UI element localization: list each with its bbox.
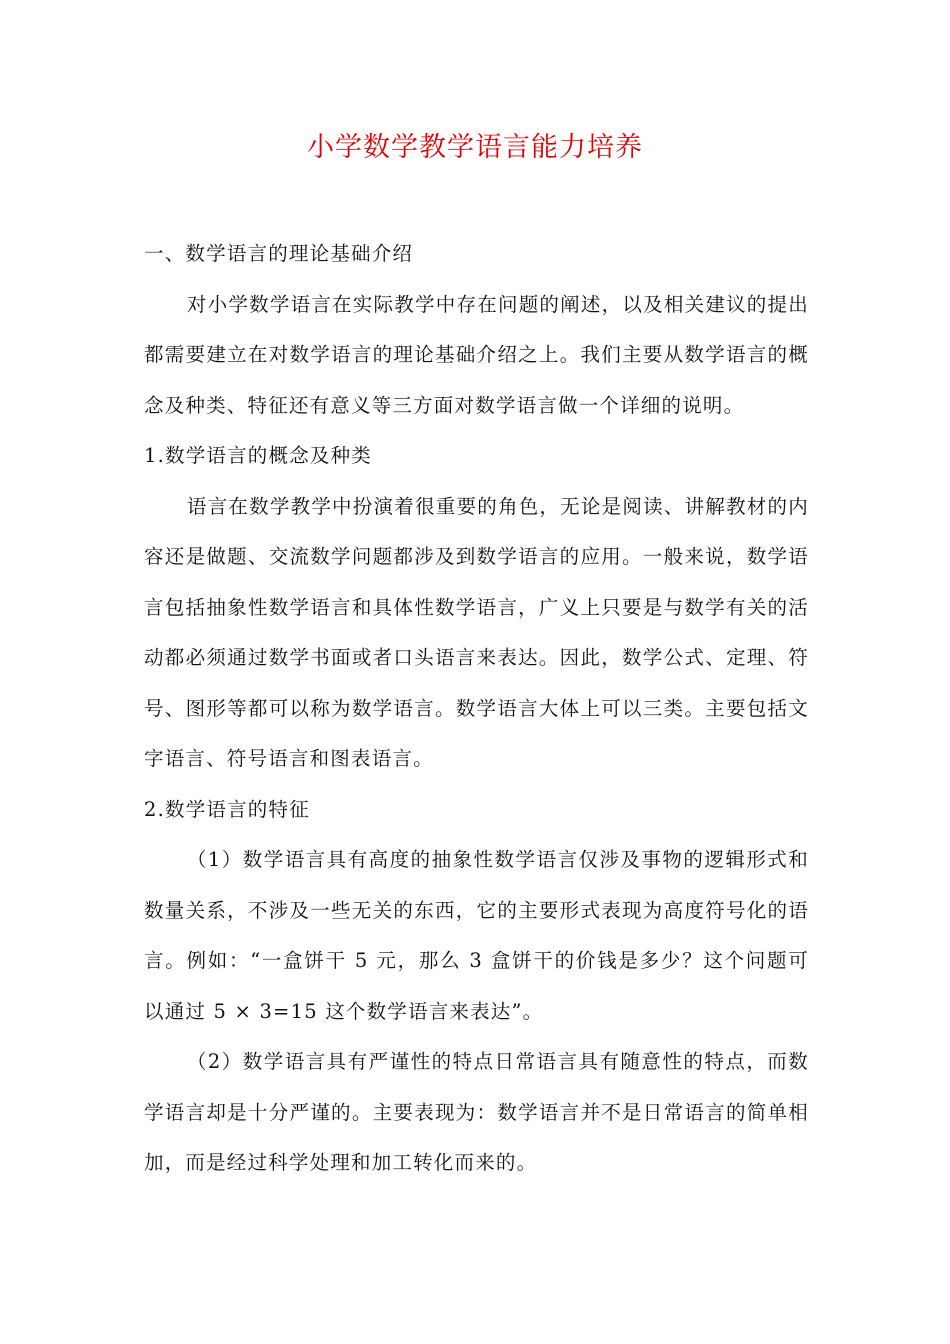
section-heading: 2.数学语言的特征 — [144, 797, 310, 821]
document-body — [144, 229, 809, 1189]
section-heading: 一、数学语言的理论基础介绍 — [144, 242, 414, 265]
body-paragraph: 对小学数学语言在实际教学中存在问题的阐述，以及相关建议的提出都需要建立在对数学语言的理论基础介绍之上。我们主要从数学语言的概念及种类、特征还有意义等三方面对数学语言做一个详细的说明。 — [144, 292, 809, 417]
body-paragraph: （2）数学语言具有严谨性的特点日常语言具有随意性的特点，而数学语言却是十分严谨的。主要表现为：数学语言并不是日常语言的简单相加，而是经过科学处理和加工转化而来的。 — [144, 1050, 809, 1174]
section-heading: 1.数学语言的概念及种类 — [144, 444, 373, 467]
body-paragraph: 语言在数学教学中扮演着很重要的角色，无论是阅读、讲解教材的内容还是做题、交流数学问题都涉及到数学语言的应用。一般来说，数学语言包括抽象性数学语言和具体性数学语言，广义上只要是与数学有关的活动都必须通过数学书面或者口头语言来表达。因此，数学公式、定理、符号、图形等都可以称为数学语言。数学语言大体上可以三类。主要包括文字语言、符号语言和图表语言。 — [144, 494, 809, 770]
body-paragraph: （1）数学语言具有高度的抽象性数学语言仅涉及事物的逻辑形式和数量关系，不涉及一些无关的东西，它的主要形式表现为高度符号化的语言。例如：“一盒饼干 5 元，那么 3 盒饼干的价钱是多少？这个问题可以通过 5 × 3=15 这个数学语言来表达”。 — [144, 848, 809, 1023]
document-title: 小学数学教学语言能力培养 — [307, 132, 643, 163]
